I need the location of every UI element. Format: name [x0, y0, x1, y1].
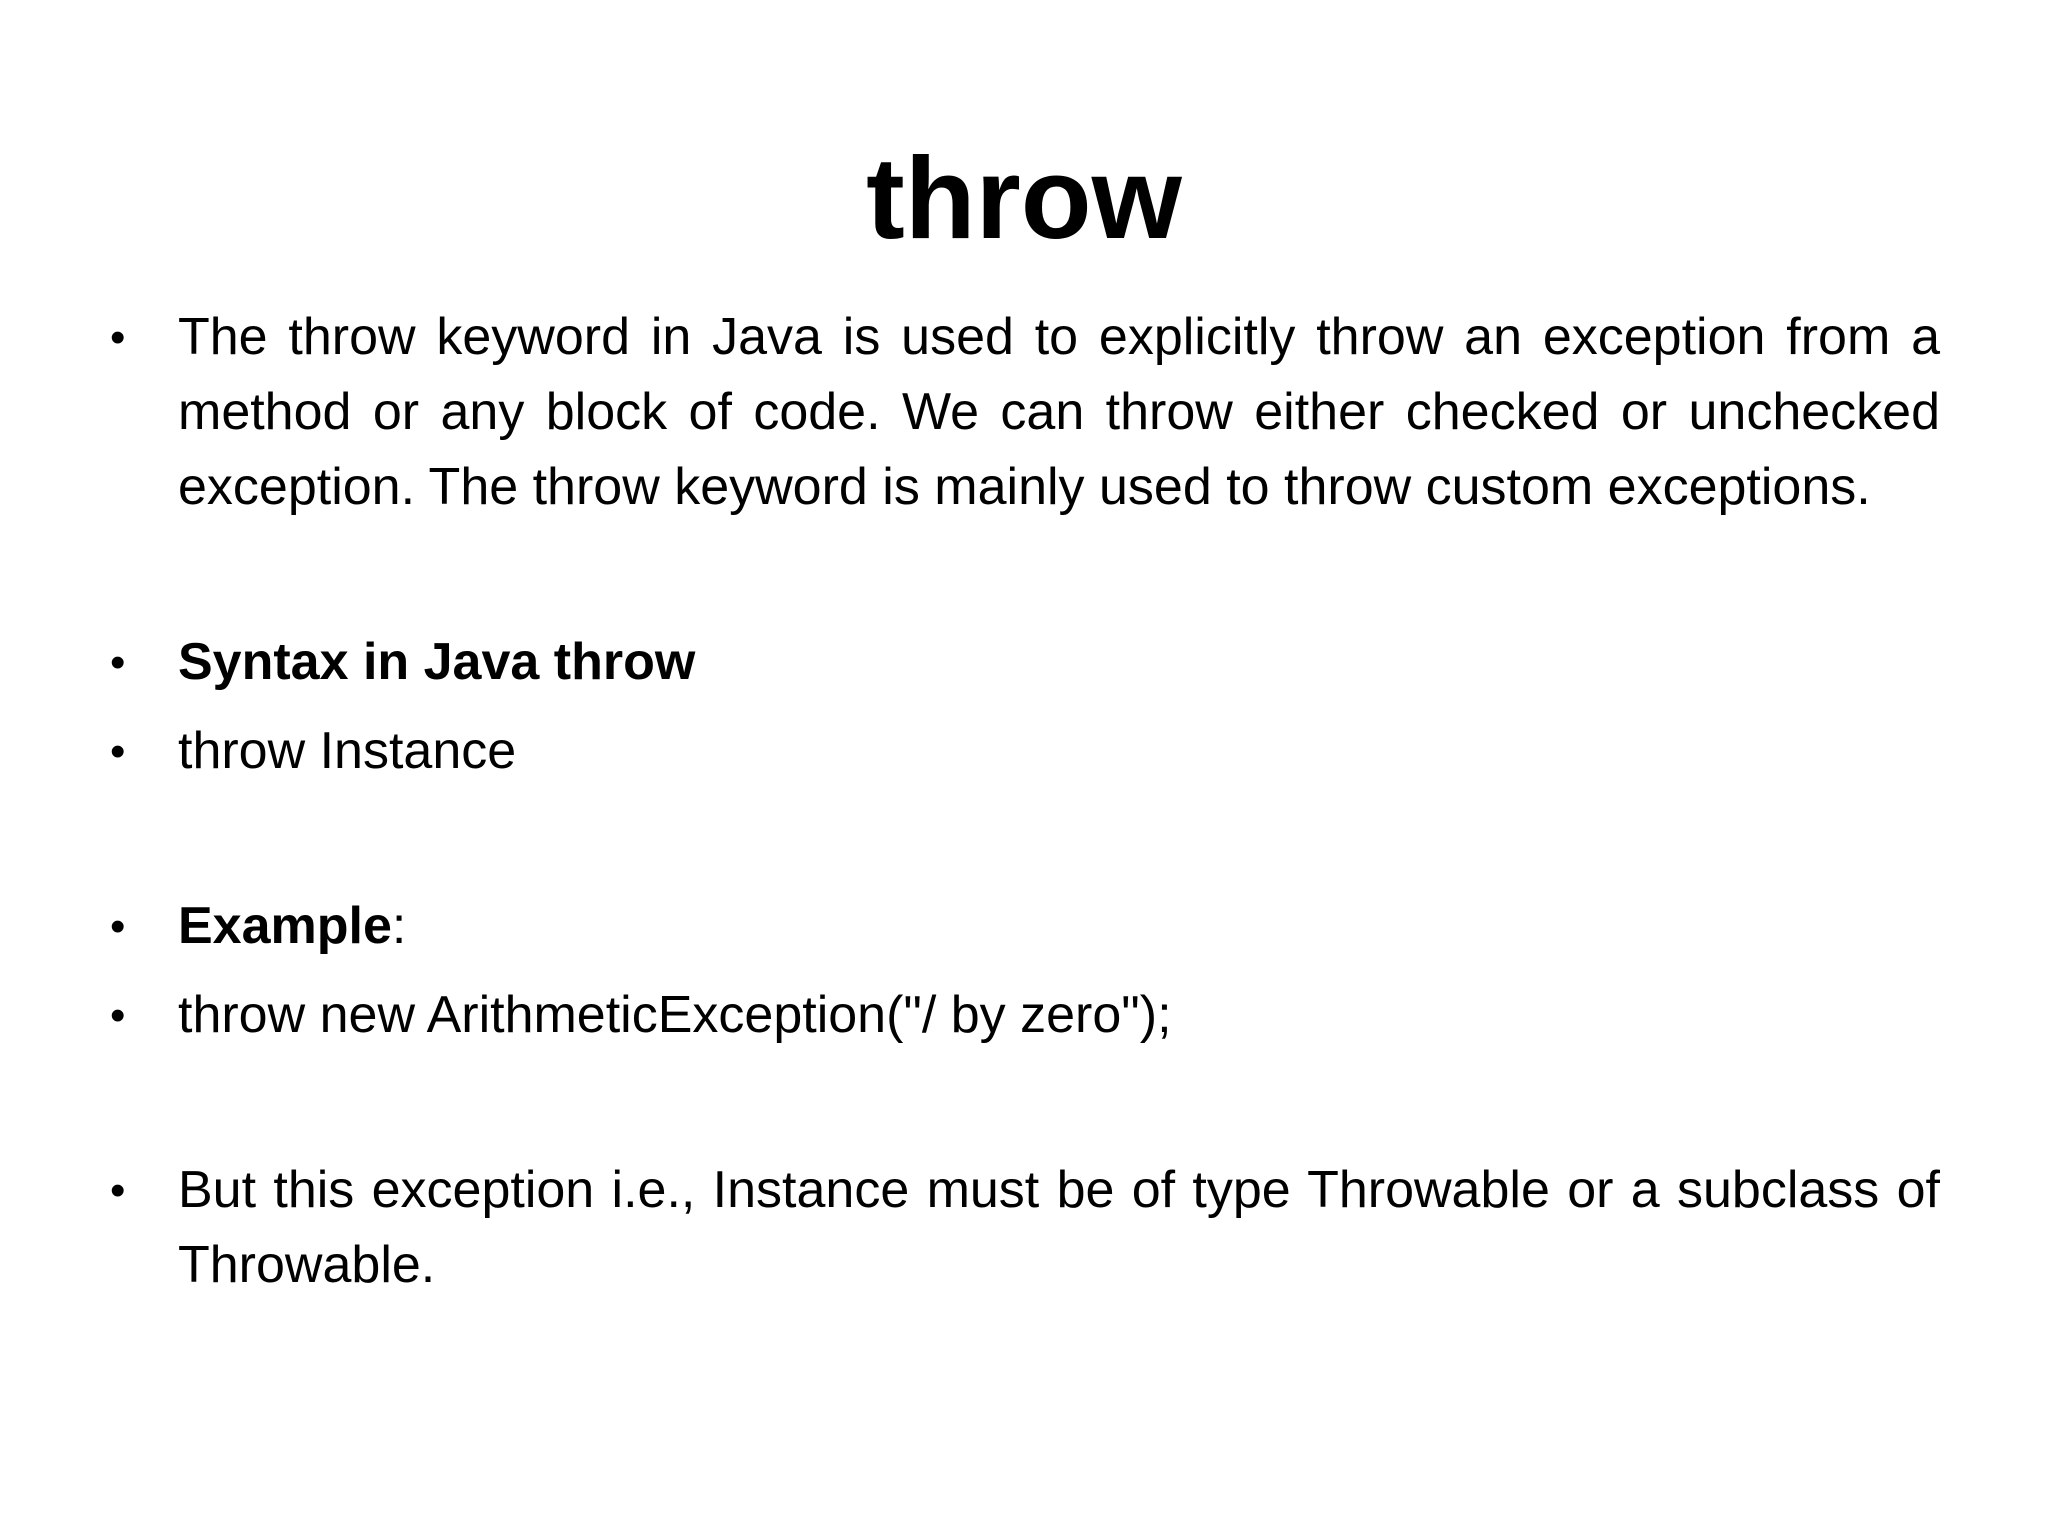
- bullet-icon: •: [110, 991, 126, 1040]
- bullet-icon: •: [110, 1166, 126, 1215]
- bullet-icon: •: [110, 638, 126, 687]
- spacer: [110, 789, 1940, 889]
- bullet-text: throw Instance: [178, 722, 517, 780]
- bullet-item-example: [110, 978, 1940, 1053]
- bullet-text: Syntax in Java throw: [178, 633, 696, 691]
- bullet-text: The throw keyword in Java is used to explicitly throw an exception from a method or any block of code. We can throw either checked or unchecked exception. The throw keyword is mainly used to throw custom exceptions.: [178, 308, 1940, 516]
- bullet-icon: •: [110, 313, 126, 362]
- bullet-text: throw new ArithmeticException("/ by zero");: [178, 986, 1172, 1044]
- bullet-item-syntax: [110, 714, 1940, 789]
- slide-title: throw: [866, 133, 1182, 263]
- bullet-item-description: [110, 300, 1940, 525]
- bullet-item-syntax-heading: [110, 625, 1940, 700]
- bullet-item-note: [110, 1153, 1940, 1303]
- spacer: [110, 700, 1940, 714]
- bullet-text: But this exception i.e., Instance must be of type Throwable or a subclass of Throwable.: [178, 1161, 1940, 1294]
- bullet-icon: •: [110, 727, 126, 776]
- spacer: [110, 525, 1940, 625]
- bullet-list: [110, 300, 1940, 1303]
- bullet-icon: •: [110, 902, 126, 951]
- spacer: [110, 1053, 1940, 1153]
- bullet-item-example-heading: [110, 889, 1940, 964]
- spacer: [110, 964, 1940, 978]
- bullet-text-rest: :: [391, 897, 407, 955]
- bullet-text-bold: Example: [178, 897, 392, 955]
